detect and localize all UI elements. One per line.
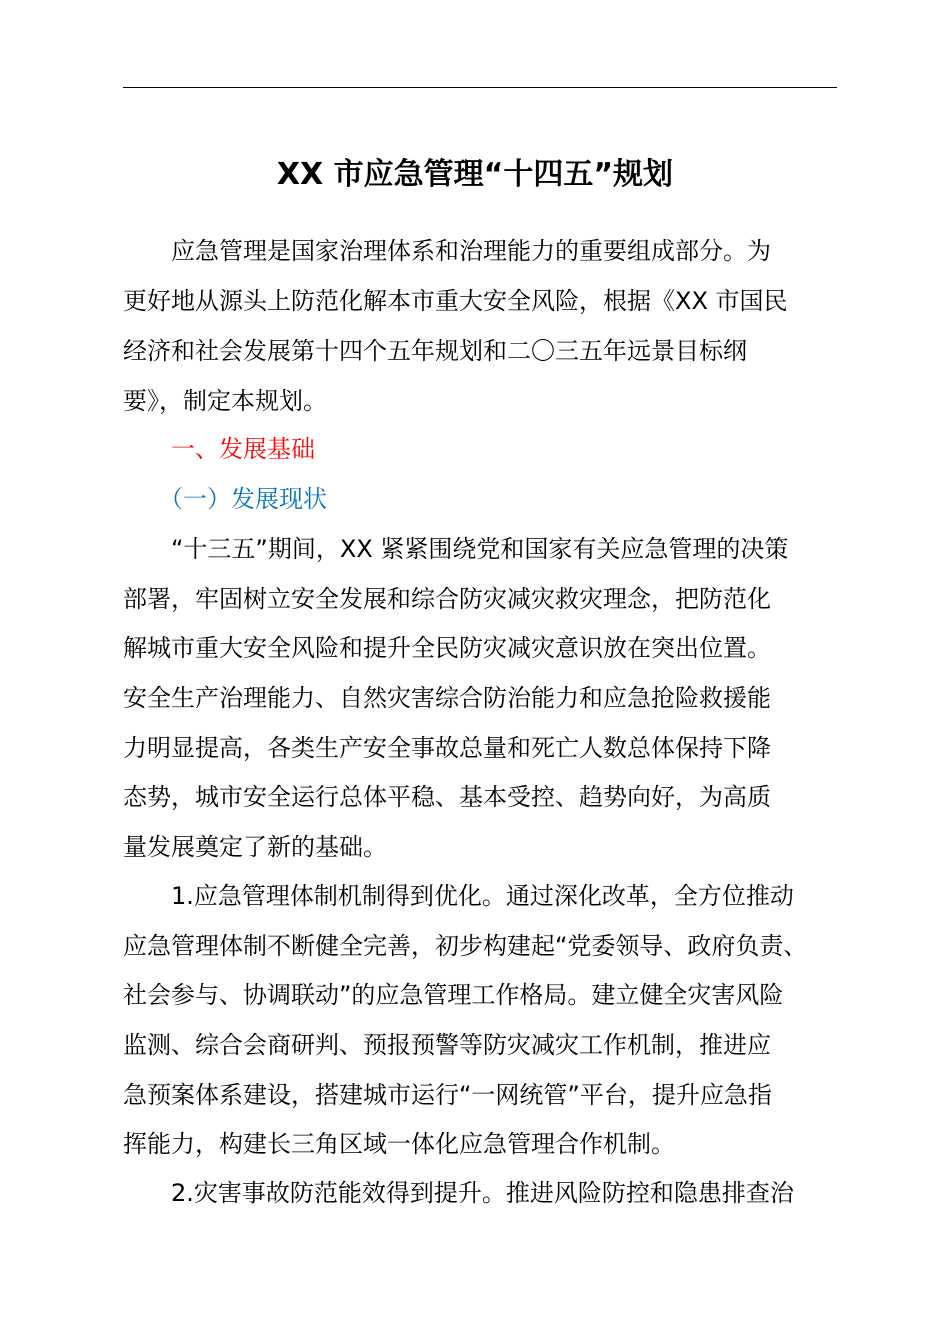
intro-line: 应急管理是国家治理体系和治理能力的重要组成部分。为 <box>123 237 771 265</box>
status-line: “十三五”期间，XX 紧紧围绕党和国家有关应急管理的决策 <box>123 535 789 563</box>
item1-line: 挥能力，构建长三角区域一体化应急管理合作机制。 <box>123 1130 675 1158</box>
status-line: 力明显提高，各类生产安全事故总量和死亡人数总体保持下降 <box>123 734 771 762</box>
status-line: 部署，牢固树立安全发展和综合防灾减灾救灾理念，把防范化 <box>123 585 771 613</box>
intro-line: 要》，制定本规划。 <box>123 387 327 415</box>
subsection-heading: （一）发展现状 <box>123 485 327 513</box>
section-heading: 一、发展基础 <box>123 435 315 463</box>
header-rule <box>123 87 837 88</box>
item1-line: 急预案体系建设，搭建城市运行“一网统管”平台，提升应急指 <box>123 1081 772 1109</box>
status-line: 解城市重大安全风险和提升全民防灾减灾意识放在突出位置。 <box>123 634 771 662</box>
status-line: 安全生产治理能力、自然灾害综合防治能力和应急抢险救援能 <box>123 684 771 712</box>
status-line: 量发展奠定了新的基础。 <box>123 833 387 861</box>
intro-line: 更好地从源头上防范化解本市重大安全风险，根据《XX 市国民 <box>123 287 788 315</box>
document-title: XX 市应急管理“十四五”规划 <box>276 157 674 192</box>
status-line: 态势，城市安全运行总体平稳、基本受控、趋势向好，为高质 <box>123 783 771 811</box>
item1-line: 社会参与、协调联动”的应急管理工作格局。建立健全灾害风险 <box>123 981 784 1009</box>
item2-line: 2.灾害事故防范能效得到提升。推进风险防控和隐患排查治 <box>123 1179 794 1207</box>
item1-line: 1.应急管理体制机制得到优化。通过深化改革，全方位推动 <box>123 882 794 910</box>
intro-line: 经济和社会发展第十四个五年规划和二〇三五年远景目标纲 <box>123 337 747 365</box>
item1-line: 监测、综合会商研判、预报预警等防灾减灾工作机制，推进应 <box>123 1031 771 1059</box>
item1-line: 应急管理体制不断健全完善，初步构建起“党委领导、政府负责、 <box>123 932 808 960</box>
